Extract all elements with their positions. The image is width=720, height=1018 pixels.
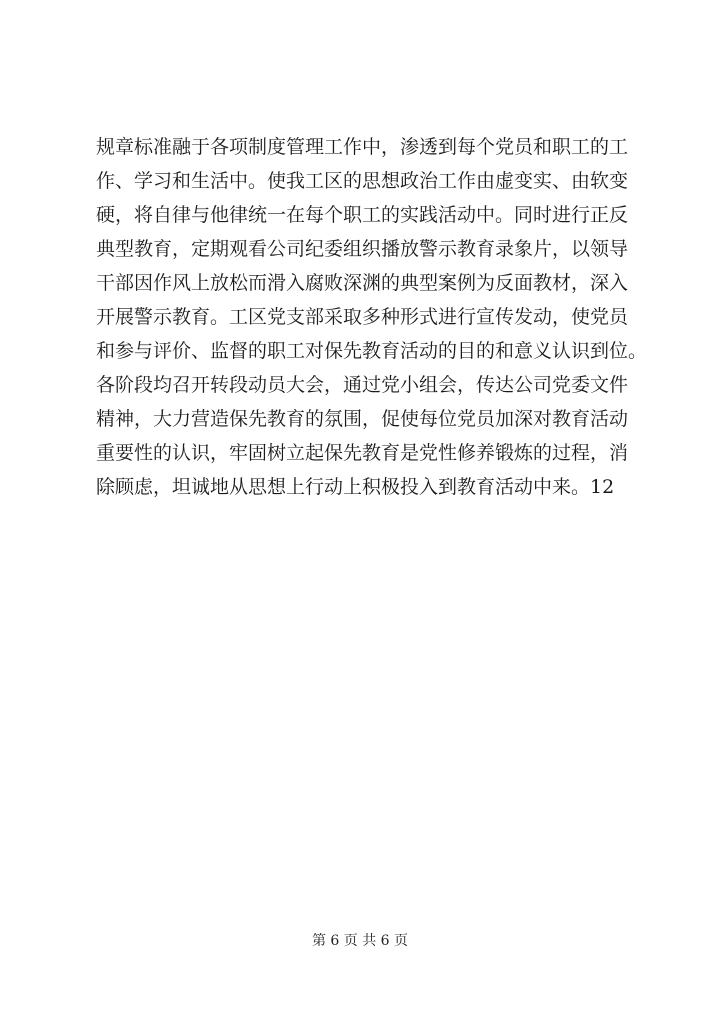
text-line: 重要性的认识，牢固树立起保先教育是党性修养锻炼的过程，消 bbox=[96, 442, 629, 464]
text-line: 干部因作风上放松而滑入腐败深渊的典型案例为反面教材，深入 bbox=[96, 272, 629, 294]
text-line: 规章标准融于各项制度管理工作中，渗透到每个党员和职工的工 bbox=[96, 136, 629, 158]
text-line: 开展警示教育。工区党支部采取多种形式进行宣传发动，使党员 bbox=[96, 306, 629, 328]
text-line: 硬，将自律与他律统一在每个职工的实践活动中。同时进行正反 bbox=[96, 204, 629, 226]
text-line: 除顾虑，坦诚地从思想上行动上积极投入到教育活动中来。12 bbox=[96, 476, 615, 498]
text-line: 各阶段均召开转段动员大会，通过党小组会，传达公司党委文件 bbox=[96, 374, 629, 396]
body-paragraph bbox=[96, 130, 668, 504]
page-number-label: 第 6 页 共 6 页 bbox=[311, 933, 409, 949]
text-line: 典型教育，定期观看公司纪委组织播放警示教育录象片，以领导 bbox=[96, 238, 629, 260]
text-line: 精神，大力营造保先教育的氛围，促使每位党员加深对教育活动 bbox=[96, 408, 629, 430]
text-line: 作、学习和生活中。使我工区的思想政治工作由虚变实、由软变 bbox=[96, 170, 629, 192]
page-footer bbox=[0, 932, 720, 950]
text-line: 和参与评价、监督的职工对保先教育活动的目的和意义认识到位。 bbox=[96, 340, 648, 362]
